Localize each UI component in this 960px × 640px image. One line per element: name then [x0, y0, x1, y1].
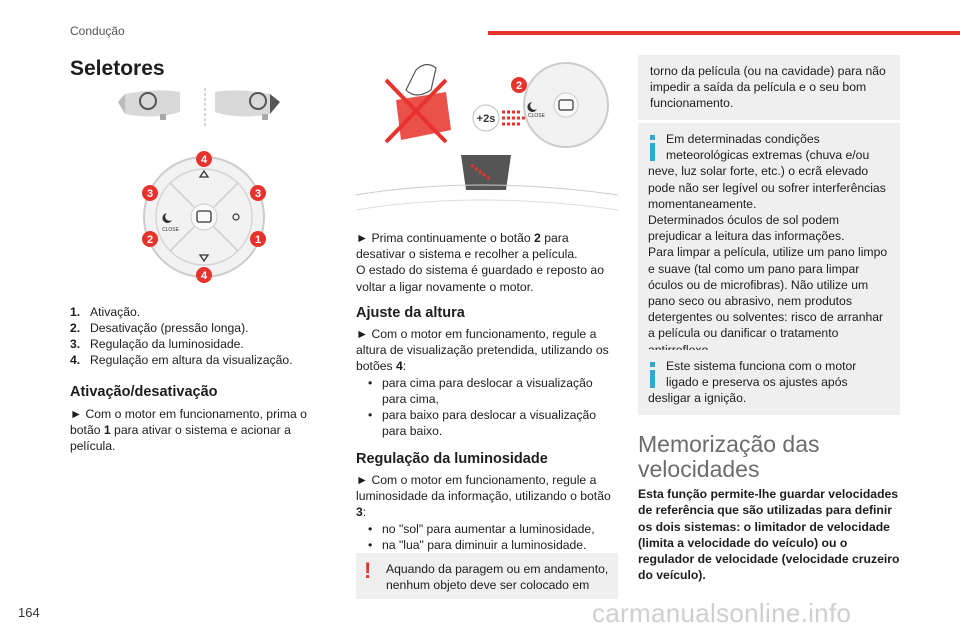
list-item: 3. Regulação da luminosidade. [70, 337, 244, 351]
info-text-1: Em determinadas condições meteorológicas extremas (chuva e/ou neve, luz solar forte, etc.) o ecrã elevado pode não ser legível ou sofrer interferências momentaneamente. [648, 132, 886, 211]
activation-heading: Ativação/desativação [70, 384, 218, 400]
info-text-2: Determinados óculos de sol podem prejudicar a leitura das informações. [648, 213, 845, 244]
info-text-3: Para limpar a película, utilize um pano limpo e suave (tal como um pano para limpar óculos ou de microfibras). Não utilize um pano seco ou abrasivo, nem produtos detergentes ou solventes: risco de arranhar a película ou danificar o tratamento [648, 245, 888, 341]
diagram-label: 3 [146, 188, 154, 200]
steering-wheel-illustration [70, 84, 315, 134]
height-heading: Ajuste da altura [356, 305, 465, 321]
diagram-label: 2 [146, 234, 154, 246]
luminosity-section [356, 472, 618, 553]
timer-label: +2s [476, 113, 496, 125]
close-label: CLOSE [162, 227, 179, 233]
warning-icon: ! [364, 558, 372, 583]
watermark: carmanualsonline.info [592, 598, 852, 628]
list-item: 4. Regulação em altura da visualização. [70, 353, 293, 367]
diagram-label: 4 [200, 154, 208, 166]
badge-label: 2 [515, 80, 523, 92]
height-section [356, 326, 618, 439]
warning-text: Aquando da paragem ou em andamento, nenhum objeto deve ser colocado em [386, 562, 609, 593]
diagram-label: 3 [254, 188, 262, 200]
deactivation-text: ► Prima continuamente o botão 2 para desativar o sistema e recolher a película. O estado do sistema é guardado e reposto ao voltar a ligar novamente o motor. [356, 231, 604, 294]
warning-box [356, 553, 618, 599]
selector-diagram [134, 147, 274, 287]
diagram-label: 1 [254, 234, 262, 246]
list-item: • para cima para deslocar a visualização para cima, [368, 375, 593, 406]
list-item: • para baixo para deslocar a visualização para baixo. [368, 408, 597, 439]
note-box [638, 55, 900, 120]
list-item: 1. Ativação. [70, 305, 141, 319]
activation-text: ► Com o motor em funcionamento, prima o botão 1 para ativar o sistema e acionar a película. [70, 407, 307, 454]
luminosity-text: ► Com o motor em funcionamento, regule a luminosidade da informação, utilizando o botão 3: [356, 473, 611, 520]
info-box [638, 350, 900, 415]
info-icon [648, 362, 658, 388]
info-box [638, 123, 900, 366]
page-number: 164 [18, 605, 40, 620]
section-heading: Memorização das velocidades [638, 431, 820, 482]
height-text: ► Com o motor em funcionamento, regule a altura de visualização pretendida, utilizando os botões 4: [356, 327, 609, 374]
memorization-text: Esta função permite-lhe guardar velocidades de referência que são utilizadas para definir os dois sistemas: o limitador de velocidade (limita a velocidade do veículo) ou o regulador de velocidade (velocidade cruzeiro do veículo). [638, 487, 900, 583]
list-item: 2. Desativação (pressão longa). [70, 321, 249, 335]
function-list [70, 304, 293, 368]
luminosity-heading: Regulação da luminosidade [356, 451, 548, 467]
info-text: Este sistema funciona com o motor ligado e preserva os ajustes após desligar a ignição. [648, 359, 857, 406]
note-text: torno da película (ou na cavidade) para não impedir a saída da película e o seu bom funcionamento. [650, 64, 886, 111]
page-title: Seletores [70, 57, 165, 80]
diagram-label: 4 [200, 270, 208, 282]
info-icon [648, 135, 658, 161]
close-label: CLOSE [528, 113, 545, 119]
list-item: • na "lua" para diminuir a luminosidade. [368, 537, 587, 552]
section-title: Condução [70, 24, 125, 38]
section-bar [488, 31, 960, 35]
deactivation-illustration [356, 60, 618, 225]
list-item: • no "sol" para aumentar a luminosidade, [368, 521, 595, 536]
